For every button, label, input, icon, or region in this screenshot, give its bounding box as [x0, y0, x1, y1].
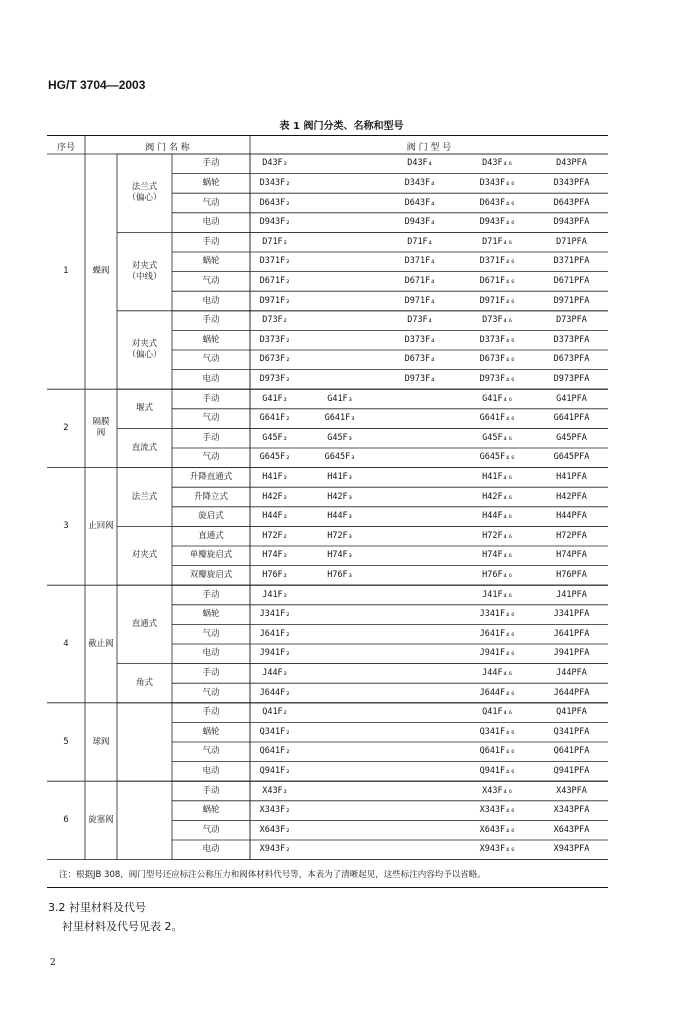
valve-model-code: D673F₄	[404, 354, 436, 365]
valve-model-code: D343F₂	[259, 177, 291, 188]
valve-model-code: D371PFA	[553, 256, 590, 267]
valve-model-code: D943F₄	[404, 217, 436, 228]
valve-model-code: H72F₂	[262, 530, 288, 541]
valve-model-code: H41F₂	[262, 471, 288, 482]
valve-model-code: D43F₂	[262, 158, 288, 169]
valve-model-code: H42F₃	[327, 491, 353, 502]
header-seq: 序号	[56, 143, 75, 153]
valve-model-code: H44F₃	[327, 511, 353, 522]
valve-model-code: J44F₄₆	[482, 667, 513, 678]
valve-model-code: D73F₄	[407, 315, 433, 326]
drive-type: 旋启式	[198, 511, 224, 522]
valve-model-code: Q41F₂	[262, 707, 288, 718]
subtype-label: 直流式	[131, 442, 158, 453]
valve-model-code: D343PFA	[553, 177, 590, 188]
valve-model-code: G41F₃	[327, 393, 353, 404]
valve-model-code: Q41PFA	[556, 707, 587, 718]
valve-model-code: H44F₂	[262, 511, 288, 522]
valve-model-code: D973F₄₆	[479, 373, 516, 384]
valve-model-code: D643F₄₆	[479, 197, 516, 208]
valve-model-code: H42F₂	[262, 491, 288, 502]
valve-model-code: D71PFA	[556, 236, 587, 247]
drive-type: 气动	[202, 354, 220, 365]
drive-type: 气动	[202, 628, 220, 639]
table-caption: 表 1 阀门分类、名称和型号	[279, 121, 404, 132]
subtype-label: 堰式	[135, 403, 153, 414]
valve-model-code: J641F₂	[259, 628, 291, 639]
drive-type: 手动	[202, 393, 220, 404]
valve-model-code: J641F₄₆	[479, 628, 516, 639]
drive-type: 双瓣旋启式	[189, 569, 233, 580]
valve-model-code: D343F₄₆	[479, 177, 516, 188]
drive-type: 直通式	[198, 530, 224, 541]
valve-model-code: D973PFA	[553, 373, 590, 384]
valve-model-code: H41F₄₆	[482, 471, 513, 482]
valve-model-code: G645F₄₆	[479, 452, 516, 463]
valve-model-code: D343F₄	[404, 177, 436, 188]
valve-model-code: X943F₄₆	[479, 844, 516, 855]
valve-model-code: D971F₂	[259, 295, 291, 306]
valve-model-code: J644F₄₆	[479, 687, 516, 698]
valve-model-code: G645F₂	[259, 452, 291, 463]
valve-model-code: G645F₃	[324, 452, 356, 463]
drive-type: 手动	[202, 236, 220, 247]
valve-model-code: G641F₄₆	[479, 413, 516, 424]
drive-type: 电动	[202, 217, 220, 228]
subtype-label: 角式	[135, 677, 153, 688]
valve-model-code: H41F₃	[327, 471, 353, 482]
valve-model-code: Q941PFA	[553, 765, 590, 776]
drive-type: 蜗轮	[202, 805, 220, 816]
valve-model-code: J641PFA	[553, 628, 590, 639]
group-type: 蝶阀	[92, 266, 110, 277]
valve-model-code: Q341F₄₆	[479, 726, 516, 737]
drive-type: 电动	[202, 648, 220, 659]
valve-model-code: J644PFA	[553, 687, 590, 698]
valve-model-code: D73PFA	[556, 315, 587, 326]
valve-model-code: X943PFA	[553, 844, 590, 855]
drive-type: 手动	[202, 589, 220, 600]
group-seq: 1	[63, 266, 69, 277]
valve-model-code: Q41F₄₆	[482, 707, 513, 718]
valve-model-code: H72F₄₆	[482, 530, 513, 541]
drive-type: 蜗轮	[202, 334, 220, 345]
valve-model-code: D371F₄	[404, 256, 436, 267]
valve-model-code: H72F₃	[327, 530, 353, 541]
header-name: 阀 门 名 称	[145, 143, 190, 153]
valve-model-code: X643F₂	[259, 824, 291, 835]
page-number: 2	[50, 958, 56, 968]
group-type: 截止阀	[88, 638, 114, 649]
valve-model-code: Q641F₂	[259, 746, 291, 757]
valve-model-code: J341PFA	[553, 609, 590, 620]
valve-model-code: J341F₂	[259, 609, 291, 620]
valve-model-code: D643F₂	[259, 197, 291, 208]
group-seq: 5	[63, 736, 69, 747]
valve-model-code: J44F₂	[262, 667, 288, 678]
drive-type: 单瓣旋启式	[189, 550, 233, 561]
drive-type: 手动	[202, 707, 220, 718]
valve-model-code: D973F₂	[259, 373, 291, 384]
valve-model-code: Q941F₂	[259, 765, 291, 776]
valve-model-code: D971PFA	[553, 295, 590, 306]
valve-model-code: D71F₄	[407, 236, 433, 247]
drive-type: 气动	[202, 452, 220, 463]
drive-type: 手动	[202, 315, 220, 326]
subtype-label: 对夹式	[131, 550, 158, 561]
valve-model-code: G41F₂	[262, 393, 288, 404]
drive-type: 升降立式	[193, 491, 228, 502]
valve-model-code: J941F₄₆	[479, 648, 516, 659]
valve-model-code: J941F₂	[259, 648, 291, 659]
drive-type: 蜗轮	[202, 726, 220, 737]
drive-type: 电动	[202, 295, 220, 306]
valve-model-code: X343PFA	[553, 805, 590, 816]
group-seq: 3	[63, 520, 69, 531]
valve-model-code: G641F₂	[259, 413, 291, 424]
valve-model-code: Q941F₄₆	[479, 765, 516, 776]
valve-model-code: H76PFA	[556, 569, 587, 580]
subtype-label: 直通式	[131, 618, 158, 629]
valve-model-code: D643PFA	[553, 197, 590, 208]
valve-model-code: D671PFA	[553, 275, 590, 286]
valve-model-code: D671F₄	[404, 275, 436, 286]
valve-model-code: X343F₄₆	[479, 805, 516, 816]
valve-model-code: D71F₂	[262, 236, 288, 247]
valve-model-code: J41PFA	[556, 589, 587, 600]
valve-model-code: H44F₄₆	[482, 511, 513, 522]
valve-model-code: H44PFA	[556, 511, 587, 522]
valve-model-code: G41F₄₆	[482, 393, 513, 404]
valve-model-code: D643F₄	[404, 197, 436, 208]
drive-type: 手动	[202, 785, 220, 796]
valve-model-code: D73F₄₆	[482, 315, 513, 326]
valve-model-code: D673F₄₆	[479, 354, 516, 365]
valve-model-code: J41F₄₆	[482, 589, 513, 600]
drive-type: 气动	[202, 746, 220, 757]
valve-model-code: H76F₄₆	[482, 569, 513, 580]
group-type: 止回阀	[88, 520, 114, 531]
valve-model-code: X643PFA	[553, 824, 590, 835]
group-seq: 4	[63, 638, 69, 649]
valve-model-code: H42F₄₆	[482, 491, 513, 502]
subtype-label: 对夹式 （中线）	[127, 260, 162, 282]
valve-model-code: G45F₄₆	[482, 432, 513, 443]
valve-model-code: D71F₄₆	[482, 236, 513, 247]
valve-model-code: G45F₃	[327, 432, 353, 443]
drive-type: 升降直通式	[189, 471, 233, 482]
valve-model-code: J44PFA	[556, 667, 587, 678]
header-model: 阀 门 型 号	[406, 143, 452, 153]
valve-model-code: J41F₂	[262, 589, 288, 600]
valve-model-code: H42PFA	[556, 491, 587, 502]
section-title: 3.2 衬里材料及代号	[48, 901, 146, 914]
drive-type: 电动	[202, 765, 220, 776]
valve-model-code: D373F₄₆	[479, 334, 516, 345]
drive-type: 蜗轮	[202, 256, 220, 267]
valve-model-code: H74F₂	[262, 550, 288, 561]
valve-model-code: D971F₄₆	[479, 295, 516, 306]
valve-model-table	[47, 135, 608, 888]
valve-model-code: D43F₄	[407, 158, 433, 169]
valve-model-code: G645PFA	[553, 452, 590, 463]
drive-type: 气动	[202, 413, 220, 424]
valve-model-code: D373PFA	[553, 334, 590, 345]
valve-model-code: H76F₂	[262, 569, 288, 580]
valve-model-code: D43PFA	[556, 158, 587, 169]
valve-model-code: Q641PFA	[553, 746, 590, 757]
table-note: 注：根据JB 308，阀门型号还应标注公称压力和阀体材料代号等，本表为了清晰起见，这些标注内容均予以省略。	[59, 870, 486, 880]
subtype-label: 对夹式 （偏心）	[127, 339, 162, 360]
section-body: 衬里材料及代号见表 2。	[62, 920, 183, 933]
drive-type: 气动	[202, 275, 220, 286]
valve-model-code: D671F₂	[259, 275, 291, 286]
drive-type: 电动	[202, 373, 220, 384]
valve-model-code: D971F₄	[404, 295, 436, 306]
valve-model-code: H76F₃	[327, 569, 353, 580]
valve-model-code: D43F₄₆	[482, 158, 513, 169]
group-type: 隔膜 阀	[92, 417, 110, 439]
valve-model-code: D371F₂	[259, 256, 291, 267]
valve-model-code: G45PFA	[556, 432, 587, 443]
valve-model-code: Q341F₂	[259, 726, 291, 737]
valve-model-code: Q341PFA	[553, 726, 590, 737]
valve-model-code: H72PFA	[556, 530, 587, 541]
valve-model-code: H74F₃	[327, 550, 353, 561]
valve-model-code: X43PFA	[556, 785, 587, 796]
valve-model-code: X43F₂	[262, 785, 288, 796]
valve-model-code: D73F₂	[262, 315, 288, 326]
valve-model-code: X943F₂	[259, 844, 291, 855]
group-type: 旋塞阀	[88, 814, 114, 825]
valve-model-code: D673F₂	[259, 354, 291, 365]
drive-type: 手动	[202, 158, 220, 169]
valve-model-code: D371F₄₆	[479, 256, 516, 267]
drive-type: 蜗轮	[202, 177, 220, 188]
valve-model-code: J644F₂	[259, 687, 291, 698]
valve-model-code: H74PFA	[556, 550, 587, 561]
standard-number: HG/T 3704—2003	[48, 78, 146, 92]
drive-type: 气动	[202, 824, 220, 835]
valve-model-code: X643F₄₆	[479, 824, 516, 835]
valve-model-code: G41PFA	[556, 393, 587, 404]
valve-model-code: J941PFA	[553, 648, 590, 659]
group-seq: 6	[63, 814, 69, 825]
valve-model-code: D373F₄	[404, 334, 436, 345]
valve-model-code: X343F₂	[259, 805, 291, 816]
valve-model-code: X43F₄₆	[482, 785, 513, 796]
drive-type: 蜗轮	[202, 609, 220, 620]
drive-type: 手动	[202, 432, 220, 443]
subtype-label: 法兰式 （偏心）	[127, 182, 162, 204]
valve-model-code: H74F₄₆	[482, 550, 513, 561]
valve-model-code: D671F₄₆	[479, 275, 516, 286]
drive-type: 手动	[202, 667, 220, 678]
drive-type: 气动	[202, 197, 220, 208]
valve-model-code: D673PFA	[553, 354, 590, 365]
valve-model-code: D943PFA	[553, 217, 590, 228]
valve-model-code: G641F₃	[324, 413, 356, 424]
valve-model-code: H41PFA	[556, 471, 587, 482]
valve-model-code: G641PFA	[553, 413, 590, 424]
drive-type: 电动	[202, 844, 220, 855]
valve-model-code: J341F₄₆	[479, 609, 516, 620]
valve-model-code: D943F₂	[259, 217, 291, 228]
group-type: 球阀	[92, 736, 110, 747]
valve-model-code: D943F₄₆	[479, 217, 516, 228]
valve-model-code: D373F₂	[259, 334, 291, 345]
drive-type: 气动	[202, 687, 220, 698]
valve-model-code: Q641F₄₆	[479, 746, 516, 757]
group-seq: 2	[63, 422, 69, 433]
valve-model-code: D973F₄	[404, 373, 436, 384]
subtype-label: 法兰式	[131, 491, 158, 502]
valve-model-code: G45F₂	[262, 432, 288, 443]
